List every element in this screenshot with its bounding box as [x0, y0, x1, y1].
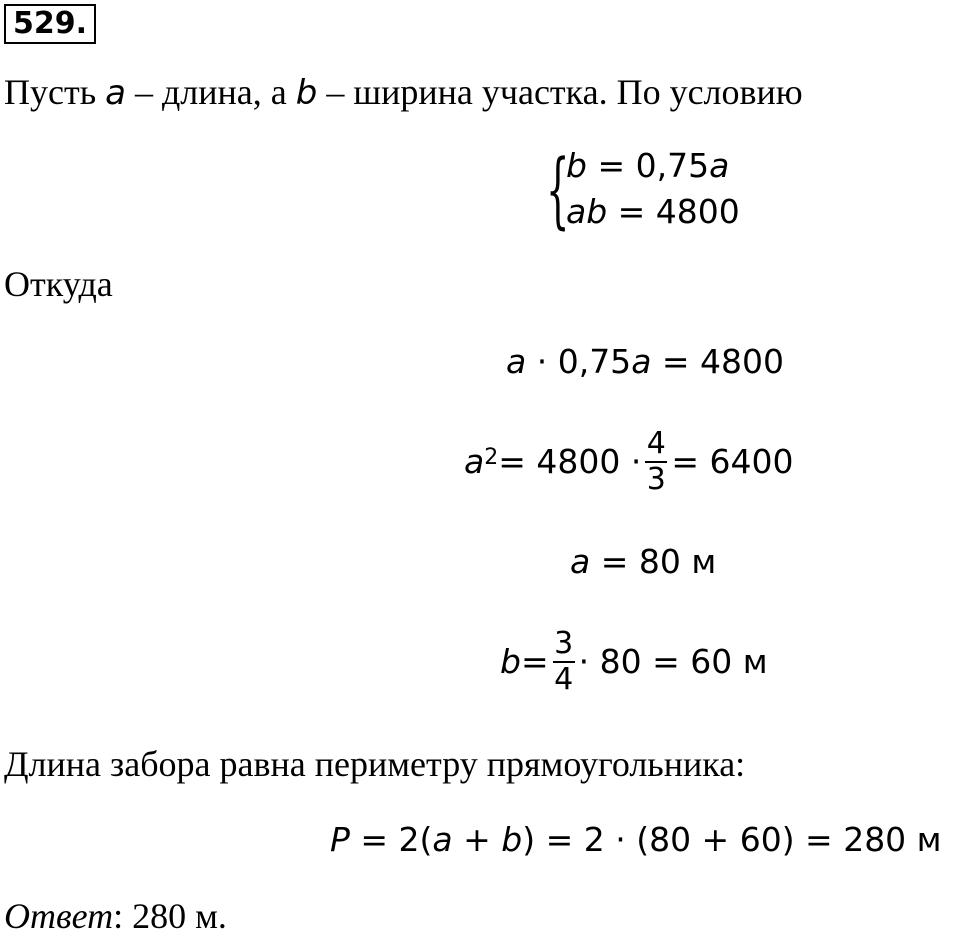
equation-1: [506, 342, 784, 382]
equation-3: [570, 542, 716, 582]
intro-prefix: Пусть: [4, 72, 106, 112]
intro-var-b: b: [295, 73, 318, 113]
eq4-num: 3: [554, 626, 574, 661]
answer-value: : 280 м.: [113, 896, 227, 936]
eq5-p: P: [330, 820, 350, 859]
eq2-rest: = 6400: [671, 442, 794, 481]
eq1-rest: = 4800: [651, 342, 785, 381]
eq5-b: b: [501, 820, 523, 859]
eq4-rest: · 80 = 60 м: [578, 642, 768, 681]
system-line-1-rest: = 0,75: [586, 146, 710, 185]
eq1-v1: a: [506, 342, 527, 381]
fence-sentence: Длина забора равна периметру прямоугольника:: [4, 744, 746, 784]
word-whence: Откуда: [4, 264, 113, 304]
equation-4: [500, 612, 768, 712]
eq4-den: 4: [554, 662, 574, 697]
eq2-mid: = 4800 ·: [498, 442, 642, 481]
equation-2: [464, 412, 793, 512]
system-line-2: [566, 192, 740, 232]
eq2-v: a: [464, 442, 485, 481]
eq4-v: b: [500, 642, 521, 681]
system-line-2-lhs: ab: [566, 192, 608, 231]
system-line-1-lhs: b: [566, 146, 587, 185]
eq4-eq: =: [520, 642, 549, 681]
eq4-fraction: [553, 627, 575, 697]
intro-mid1: – длина, а: [125, 72, 296, 112]
eq5-s1: = 2(: [349, 820, 433, 859]
eq1-v2: a: [631, 342, 652, 381]
eq3-v: a: [570, 542, 591, 581]
eq2-num: 4: [646, 426, 666, 461]
system-brace: {: [546, 143, 570, 238]
equation-5: [330, 820, 942, 860]
eq2-den: 3: [646, 462, 666, 497]
eq3-rest: = 80 м: [590, 542, 717, 581]
system-line-2-rest: = 4800: [607, 192, 740, 231]
eq2-fraction: [645, 427, 667, 497]
answer-line: [4, 896, 227, 936]
eq1-mid: · 0,75: [526, 342, 632, 381]
eq5-s3: ) = 2 · (80 + 60) = 280 м: [522, 820, 942, 859]
eq5-s2: +: [452, 820, 502, 859]
intro-sentence: [4, 72, 803, 113]
intro-var-a: a: [105, 73, 126, 113]
eq5-a: a: [432, 820, 453, 859]
eq2-exp: 2: [484, 445, 499, 470]
system-line-1-var: a: [709, 146, 730, 185]
problem-number: 529.: [4, 4, 96, 44]
intro-mid2: – ширина участка. По условию: [317, 72, 803, 112]
answer-label: Ответ: [4, 896, 114, 936]
system-line-1: [566, 146, 729, 186]
